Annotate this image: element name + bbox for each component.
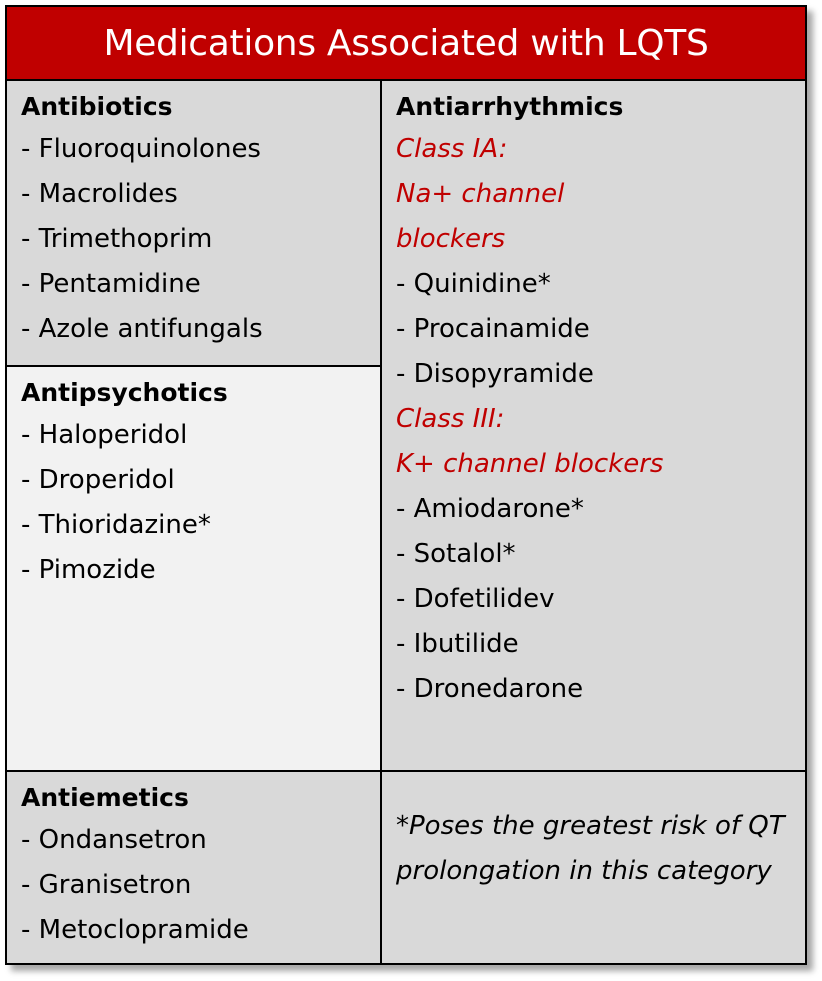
antibiotics-heading: Antibiotics — [21, 92, 173, 121]
footnote-cell — [382, 772, 805, 963]
list-item: - Macrolides — [21, 179, 178, 209]
antipsychotics-list — [21, 413, 380, 593]
antiarrhythmics-cell — [382, 81, 805, 772]
antipsychotics-heading: Antipsychotics — [21, 378, 228, 407]
list-item: - Pentamidine — [21, 269, 201, 299]
list-item: - Dofetilidev — [396, 584, 555, 614]
list-item: - Fluoroquinolones — [21, 134, 261, 164]
list-item: - Sotalol* — [396, 539, 516, 569]
class-ia-label: Na+ channel — [396, 179, 565, 209]
antibiotics-list — [21, 127, 380, 352]
antiarrhythmics-heading: Antiarrhythmics — [396, 92, 624, 121]
list-item: - Ondansetron — [21, 825, 207, 855]
class-ia-label: blockers — [396, 224, 506, 254]
class-iii-label: Class III: — [396, 404, 505, 434]
list-item: - Metoclopramide — [21, 915, 249, 945]
list-item: - Quinidine* — [396, 269, 551, 299]
class-ia-label: Class IA: — [396, 134, 508, 164]
list-item: - Ibutilide — [396, 629, 519, 659]
list-item: - Disopyramide — [396, 359, 594, 389]
antipsychotics-cell — [7, 367, 382, 772]
medications-table — [5, 5, 807, 965]
list-item: - Pimozide — [21, 555, 156, 585]
title-bar — [7, 7, 805, 81]
class-iii-list — [396, 487, 805, 712]
list-item: - Haloperidol — [21, 420, 188, 450]
antiemetics-heading: Antiemetics — [21, 783, 189, 812]
antiemetics-cell — [7, 772, 382, 963]
list-item: - Procainamide — [396, 314, 590, 344]
list-item: - Azole antifungals — [21, 314, 263, 344]
class-iii-label: K+ channel blockers — [396, 449, 664, 479]
list-item: - Amiodarone* — [396, 494, 584, 524]
footnote-text: *Poses the greatest risk of QT prolongation in this category — [396, 811, 785, 886]
list-item: - Dronedarone — [396, 674, 584, 704]
antiemetics-list — [21, 818, 380, 953]
list-item: - Trimethoprim — [21, 224, 213, 254]
list-item: - Granisetron — [21, 870, 192, 900]
page-title: Medications Associated with LQTS — [103, 22, 709, 64]
class-ia-list — [396, 262, 805, 397]
list-item: - Thioridazine* — [21, 510, 211, 540]
list-item: - Droperidol — [21, 465, 175, 495]
antibiotics-cell — [7, 81, 382, 367]
